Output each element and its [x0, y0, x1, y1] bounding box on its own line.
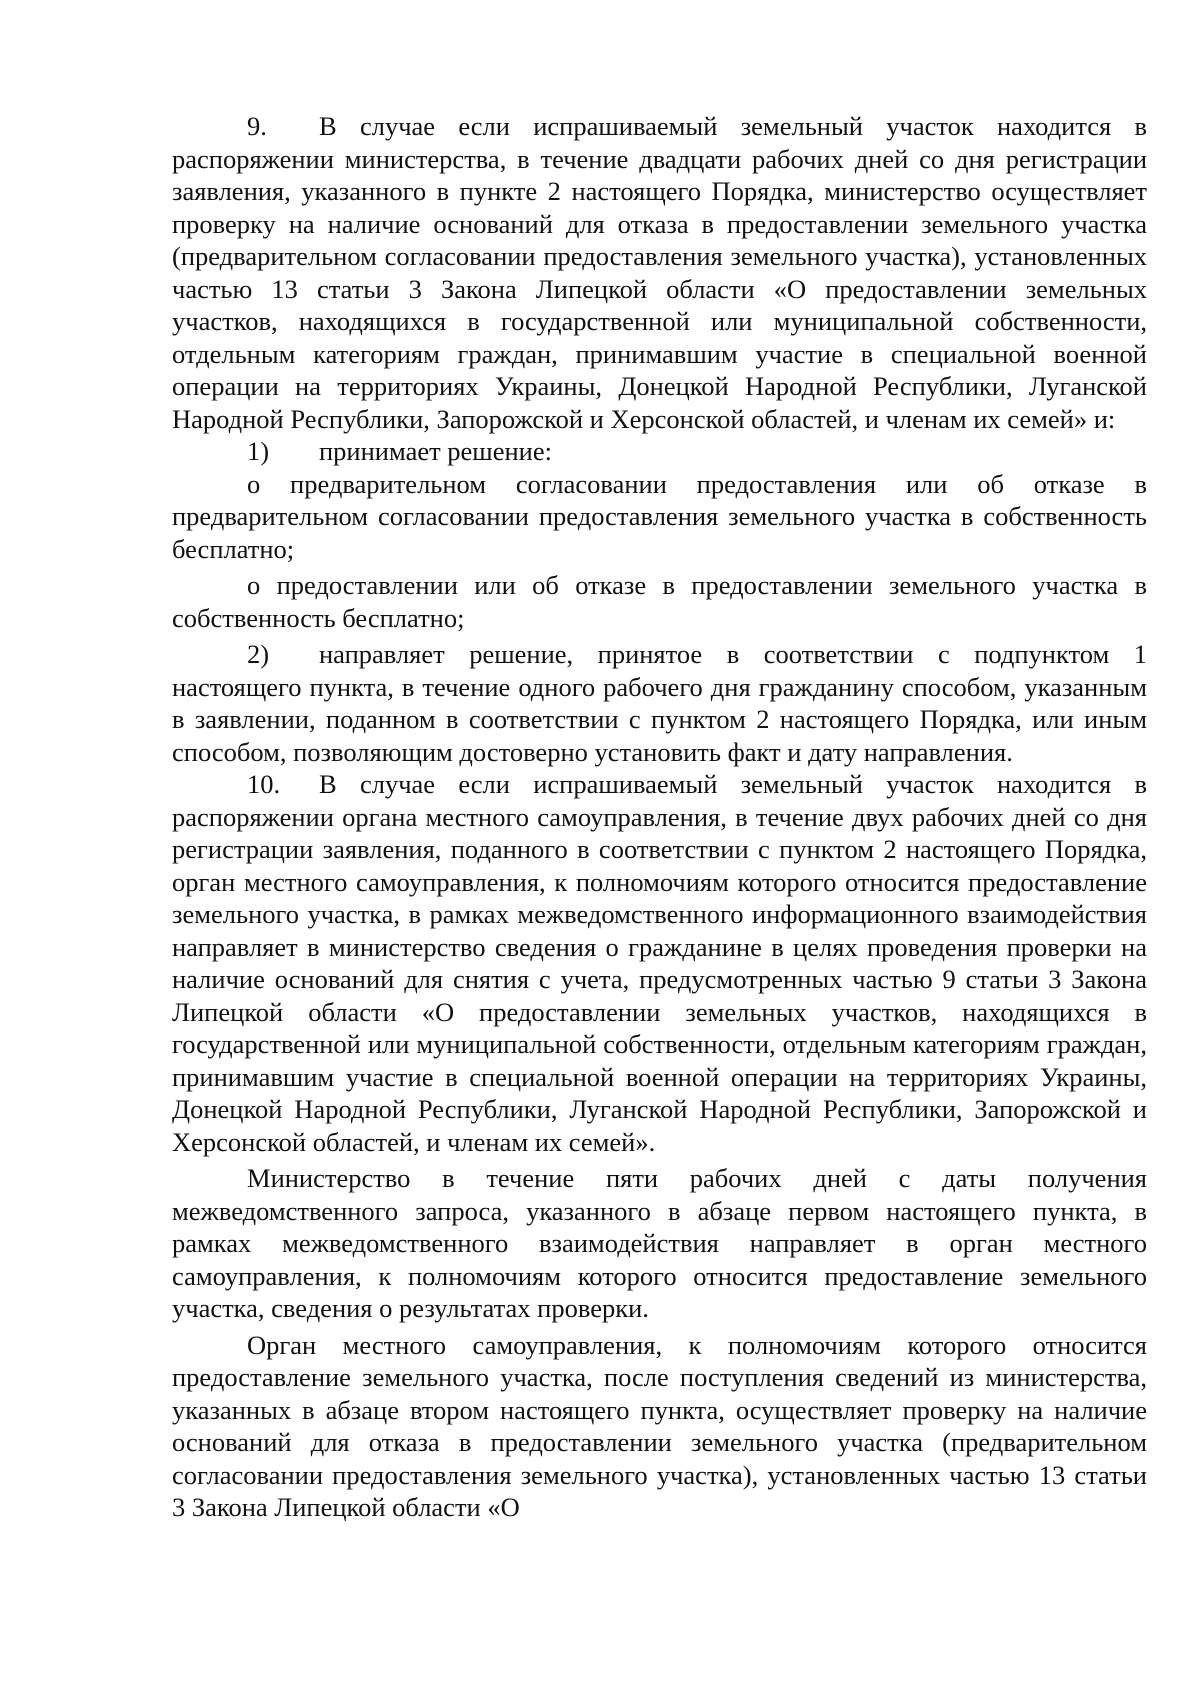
paragraph-text: Министерство в течение пяти рабочих дней с даты получения межведомственного запроса, указанного в абзаце первом настоящего пункта, в рамках межведомственного взаимодействия направляет в орган местного самоуправления, к полномочиям которого относится предоставление земельного участка, сведения о результатах проверки.	[172, 1163, 1147, 1323]
paragraph-10	[172, 768, 1147, 1158]
paragraph-option-provision	[172, 569, 1147, 634]
item-number: 10.	[247, 769, 281, 799]
paragraph-text: Орган местного самоуправления, к полномочиям которого относится предоставление земельного участка, после поступления сведений из министерства, указанных в абзаце втором настоящего пункта, осуществляет проверку на наличие оснований для отказа в предоставлении земельного участка (предварительном согласовании предоставления земельного участка), установленных частью 13 статьи 3 Закона Липецкой области «О	[172, 1329, 1147, 1522]
document-page	[172, 110, 1147, 1524]
item-number: 9.	[247, 111, 267, 141]
paragraph-option-preliminary	[172, 468, 1147, 566]
paragraph-text: В случае если испрашиваемый земельный участок находится в распоряжении министерства, в течение двадцати рабочих дней со дня регистрации заявления, указанного в пункте 2 настоящего Порядка, министерство осуществляет проверку на наличие оснований для отказа в предоставлении земельного участка (предварительном согласовании предоставления земельного участка), установленных частью 13 статьи 3 Закона Липецкой области «О предоставлении земельных участков, находящихся в государственной или муниципальной собственности, отдельным категориям граждан, принимавшим участие в специальной военной операции на территориях Украины, Донецкой Народной Республики, Луганской Народной Республики, Запорожской и Херсонской областей, и членам их семей» и:	[172, 111, 1147, 434]
paragraph-text: В случае если испрашиваемый земельный участок находится в распоряжении органа местного самоуправления, в течение двух рабочих дней со дня регистрации заявления, поданного в соответствии с пунктом 2 настоящего Порядка, орган местного самоуправления, к полномочиям которого относится предоставление земельного участка, в рамках межведомственного информационного взаимодействия направляет в министерство сведения о гражданине в целях проведения проверки на наличие оснований для снятия с учета, предусмотренных частью 9 статьи 3 Закона Липецкой области «О предоставлении земельных участков, находящихся в государственной или муниципальной собственности, отдельным категориям граждан, принимавшим участие в специальной военной операции на территориях Украины, Донецкой Народной Республики, Луганской Народной Республики, Запорожской и Херсонской областей, и членам их семей».	[172, 769, 1147, 1157]
subitem-2	[172, 638, 1147, 768]
paragraph-ministry-response	[172, 1162, 1147, 1325]
subitem-1	[172, 435, 1147, 468]
paragraph-text: направляет решение, принятое в соответствии с подпунктом 1 настоящего пункта, в течение одного рабочего дня гражданину способом, указанным в заявлении, поданном в соответствии с пунктом 2 настоящего Порядка, или иным способом, позволяющим достоверно установить факт и дату направления.	[172, 639, 1147, 767]
item-number: 1)	[247, 436, 270, 466]
paragraph-text: принимает решение:	[319, 436, 552, 466]
paragraph-local-authority-check	[172, 1329, 1147, 1524]
item-number: 2)	[247, 639, 270, 669]
paragraph-9	[172, 110, 1147, 435]
paragraph-text: о предварительном согласовании предоставления или об отказе в предварительном согласовании предоставления земельного участка в собственность бесплатно;	[172, 468, 1147, 564]
paragraph-text: о предоставлении или об отказе в предоставлении земельного участка в собственность бесплатно;	[172, 570, 1147, 633]
